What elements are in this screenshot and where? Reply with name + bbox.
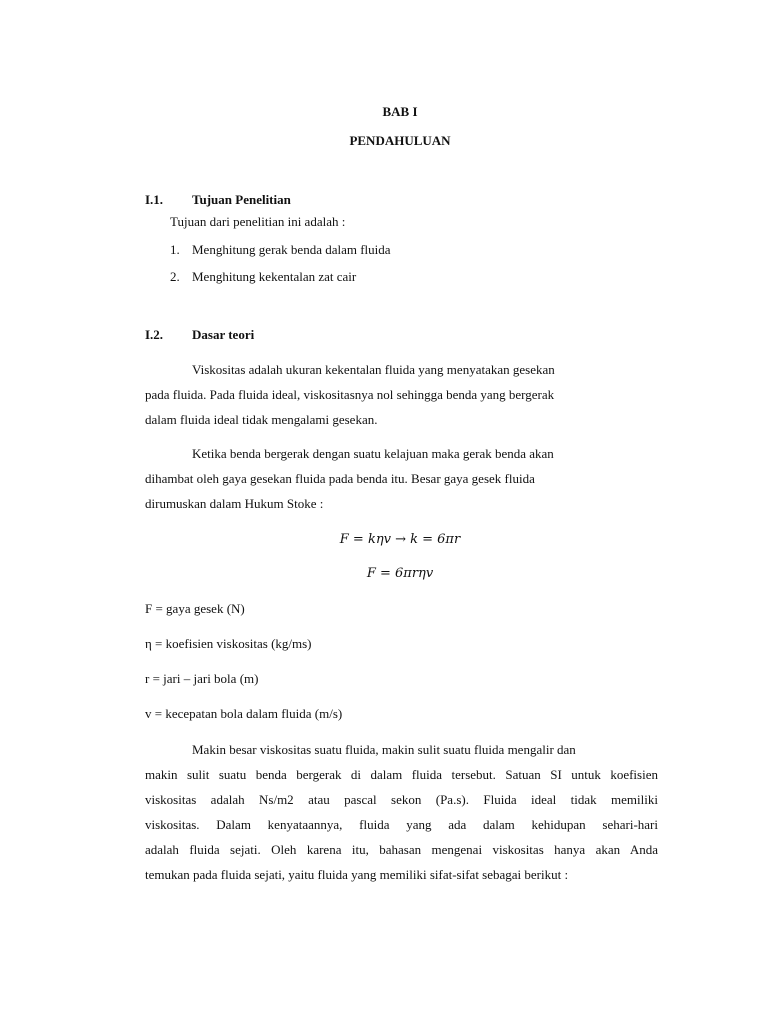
paragraph-line: temukan pada fluida sejati, yaitu fluida yang memiliki sifat-sifat sebagai berikut :: [145, 867, 569, 882]
section1-title: Tujuan Penelitian: [192, 192, 291, 207]
paragraph-line: adalah fluida sejati. Oleh karena itu, bahasan mengenai viskositas hanya akan Anda: [145, 842, 658, 857]
section1-number: I.1.: [145, 192, 164, 207]
list-item-number: 1.: [170, 242, 180, 257]
paragraph-line: makin sulit suatu benda bergerak di dalam fluida tersebut. Satuan SI untuk koefisien: [145, 767, 658, 782]
paragraph-line: dirumuskan dalam Hukum Stoke :: [145, 496, 324, 511]
paragraph-line: viskositas. Dalam kenyataannya, fluida yang ada dalam kehidupan sehari-hari: [145, 817, 658, 832]
paragraph-line: Makin besar viskositas suatu fluida, makin sulit suatu fluida mengalir dan: [192, 742, 576, 757]
list-item-number: 2.: [170, 269, 180, 284]
chapter-title: PENDAHULUAN: [349, 133, 451, 148]
list-item: [170, 242, 180, 258]
paragraph-line: Ketika benda bergerak dengan suatu kelajuan maka gerak benda akan: [192, 446, 554, 461]
paragraph-line: dihambat oleh gaya gesekan fluida pada benda itu. Besar gaya gesek fluida: [145, 471, 535, 486]
paragraph-line: pada fluida. Pada fluida ideal, viskositasnya nol sehingga benda yang bergerak: [145, 387, 555, 402]
definition-velocity: v = kecepatan bola dalam fluida (m/s): [145, 706, 343, 721]
paragraph-line: Viskositas adalah ukuran kekentalan fluida yang menyatakan gesekan: [192, 362, 555, 377]
list-item-text: Menghitung gerak benda dalam fluida: [192, 242, 391, 257]
paragraph-2: [145, 441, 658, 516]
paragraph-3: [145, 737, 658, 887]
equation-stokes-expanded: F = 6πrηv: [366, 566, 434, 581]
section2-title: Dasar teori: [192, 327, 255, 342]
section1-intro: Tujuan dari penelitian ini adalah :: [170, 214, 346, 229]
list-item-text: Menghitung kekentalan zat cair: [192, 269, 357, 284]
equation-stokes: F = kηv → k = 6πr: [339, 532, 461, 547]
section2-number: I.2.: [145, 327, 164, 342]
definition-radius: r = jari – jari bola (m): [145, 671, 259, 686]
paragraph-line: viskositas adalah Ns/m2 atau pascal sekon (Pa.s). Fluida ideal tidak memiliki: [145, 792, 658, 807]
chapter-number: BAB I: [382, 104, 418, 119]
definition-viscosity: η = koefisien viskositas (kg/ms): [145, 636, 312, 651]
list-item: [170, 269, 180, 285]
definition-force: F = gaya gesek (N): [145, 601, 245, 616]
paragraph-1: [145, 357, 658, 432]
paragraph-line: dalam fluida ideal tidak mengalami gesekan.: [145, 412, 378, 427]
